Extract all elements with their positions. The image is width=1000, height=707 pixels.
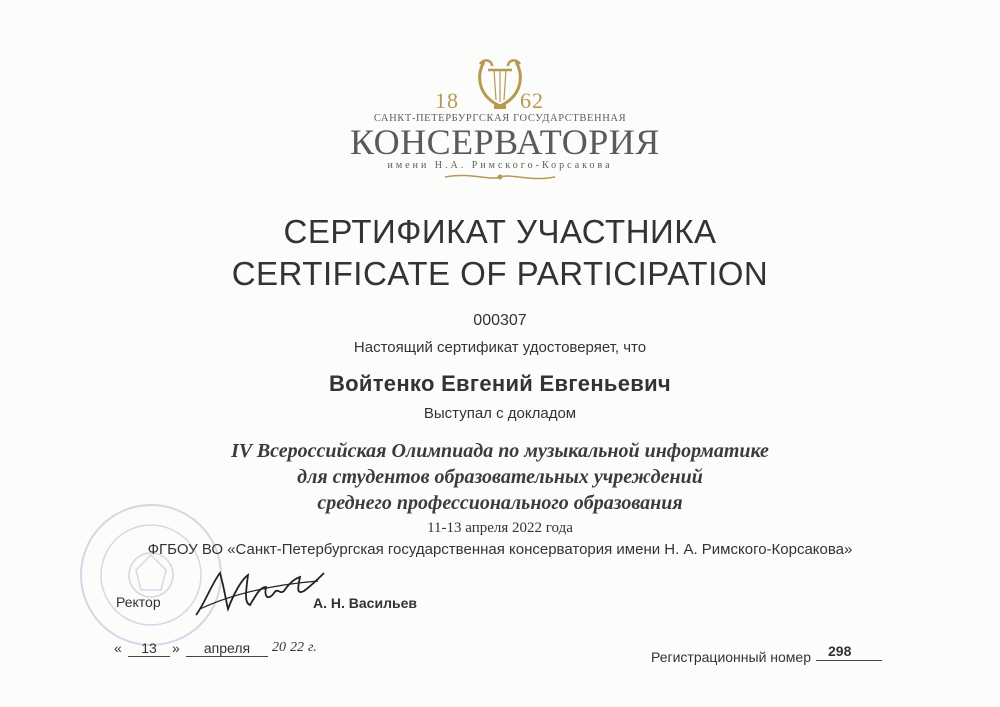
participation-role: Выступал с докладом: [423, 405, 577, 422]
logo-year-left: 18: [435, 88, 459, 113]
event-title-line-1: IV Всероссийская Олимпиада по музыкальной информатике: [231, 440, 769, 462]
date-close-quote: »: [172, 640, 180, 656]
logo-line-sub: имени Н.А. Римского-Корсакова: [387, 160, 613, 171]
registration-label: Регистрационный номер: [651, 649, 811, 665]
certificate-number: 000307: [473, 312, 527, 329]
event-title-line-3: среднего профессионального образования: [317, 492, 683, 514]
participant-name: Войтенко Евгений Евгеньевич: [328, 371, 672, 396]
organization-name: ФГБОУ ВО «Санкт-Петербургская государственная консерватория имени Н. А. Римского-Корсакова»: [147, 541, 853, 558]
event-title-line-2: для студентов образовательных учреждений: [297, 466, 703, 488]
registration-number: 298: [816, 643, 882, 661]
title-russian: СЕРТИФИКАТ УЧАСТНИКА: [283, 213, 717, 250]
signature-image: [190, 565, 330, 625]
date-month: апреля: [186, 640, 268, 657]
date-open-quote: «: [114, 640, 122, 656]
logo-line-main: КОНСЕРВАТОРИЯ: [350, 122, 660, 162]
date-year-abbr: г.: [308, 640, 317, 655]
date-day: 13: [128, 640, 170, 657]
date-year-suffix: 22: [290, 640, 304, 655]
rector-name: А. Н. Васильев: [313, 595, 417, 611]
logo-year-right: 62: [520, 88, 544, 113]
date-century: 20: [272, 640, 286, 655]
certifies-text: Настоящий сертификат удостоверяет, что: [353, 339, 647, 356]
title-english: CERTIFICATE OF PARTICIPATION: [231, 255, 769, 292]
conservatory-logo: [350, 56, 660, 186]
logo-line-top: САНКТ-ПЕТЕРБУРГСКАЯ ГОСУДАРСТВЕННАЯ: [373, 113, 627, 124]
rector-label: Ректор: [116, 594, 161, 610]
event-dates: 11-13 апреля 2022 года: [427, 520, 573, 536]
ornament-icon: [440, 171, 560, 183]
